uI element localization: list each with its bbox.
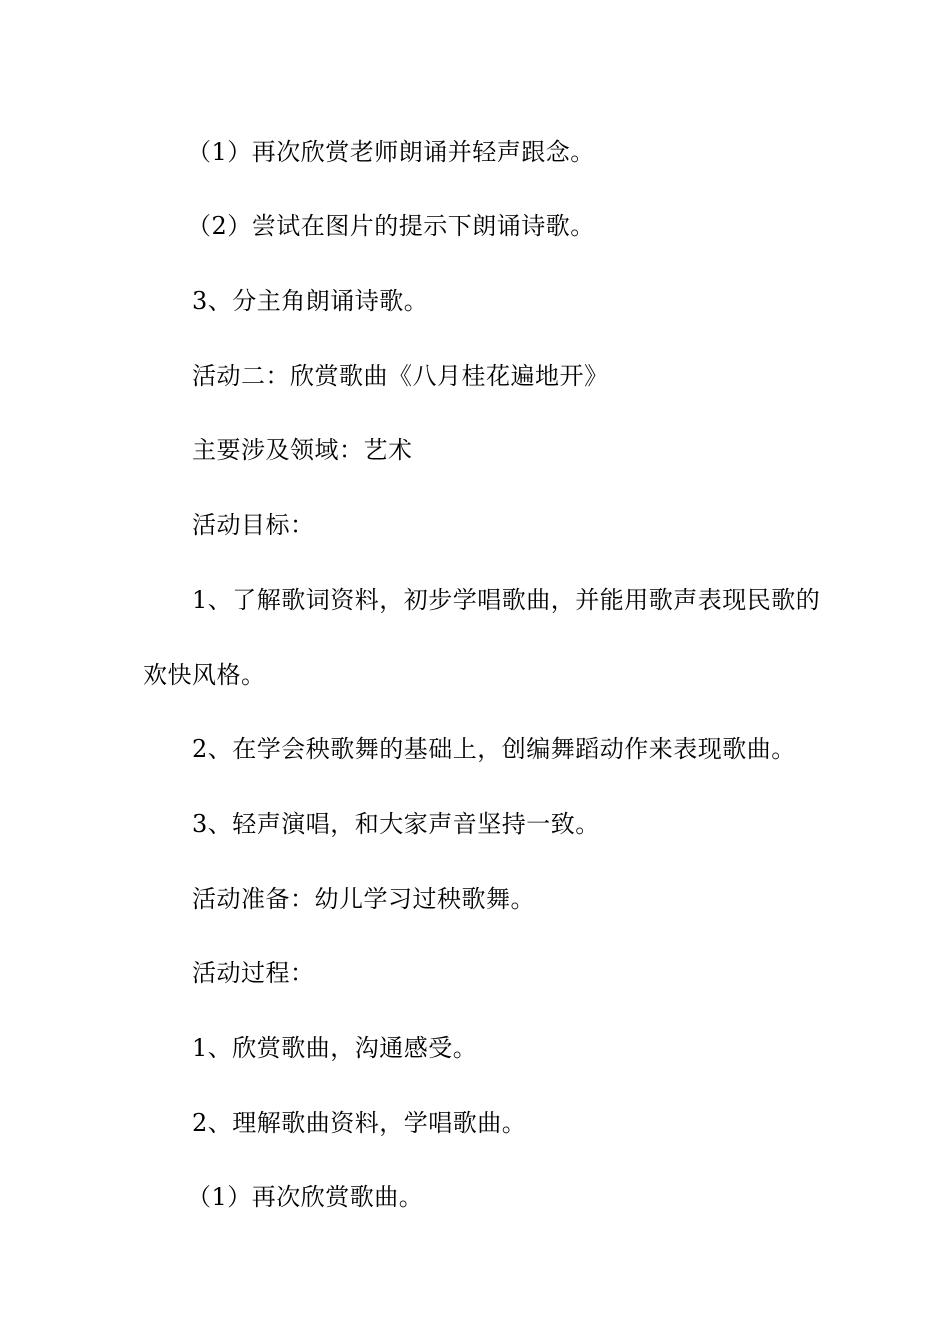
paragraph-line: 1、欣赏歌曲，沟通感受。 (192, 1034, 478, 1062)
paragraph-line: 3、轻声演唱，和大家声音坚持一致。 (192, 810, 600, 838)
section-heading: 活动二：欣赏歌曲《八月桂花遍地开》 (192, 362, 609, 390)
paragraph-line: 活动准备：幼儿学习过秧歌舞。 (192, 885, 535, 913)
paragraph-line: 活动目标： (192, 511, 315, 539)
paragraph-line: 1、了解歌词资料，初步学唱歌曲，并能用歌声表现民歌的 (192, 586, 821, 614)
paragraph-line: 主要涉及领域：艺术 (192, 436, 413, 464)
paragraph-line: 活动过程： (192, 959, 315, 987)
paragraph-line: （1）再次欣赏老师朗诵并轻声跟念。 (187, 138, 595, 166)
paragraph-line: 欢快风格。 (143, 661, 266, 689)
paragraph-line: 2、理解歌曲资料，学唱歌曲。 (192, 1109, 527, 1137)
paragraph-line: （2）尝试在图片的提示下朗诵诗歌。 (187, 212, 595, 240)
paragraph-line: 3、分主角朗诵诗歌。 (192, 287, 429, 315)
paragraph-line: （1）再次欣赏歌曲。 (187, 1183, 424, 1211)
paragraph-line: 2、在学会秧歌舞的基础上，创编舞蹈动作来表现歌曲。 (192, 735, 796, 763)
